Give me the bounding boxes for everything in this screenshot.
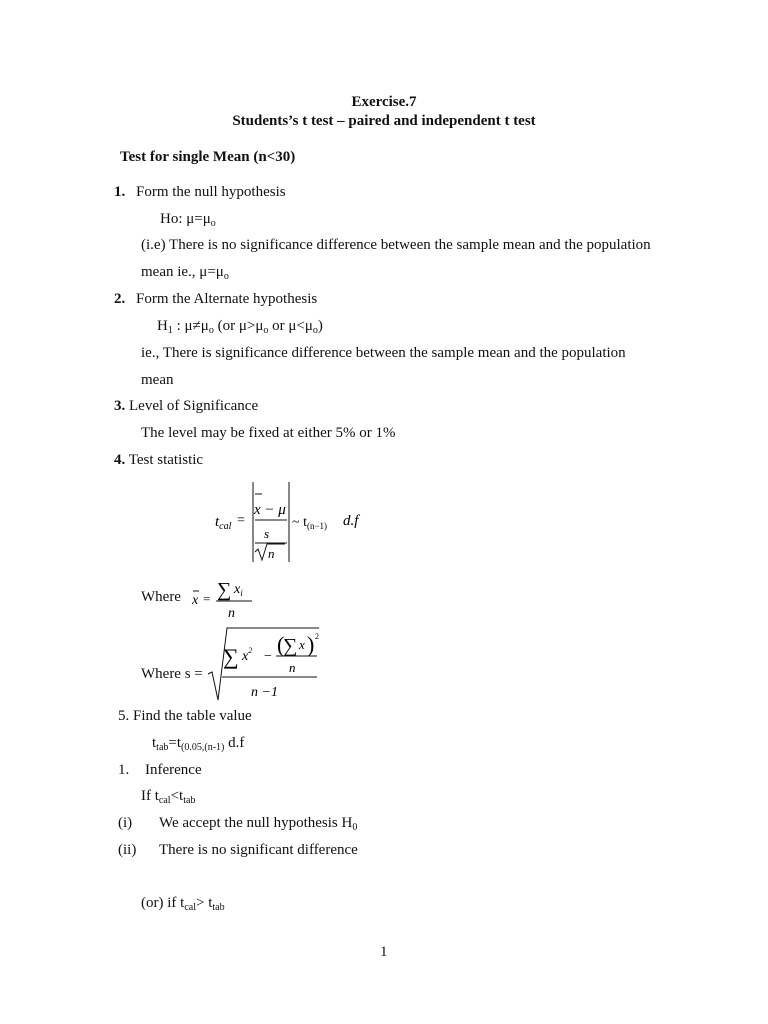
where-label-1: Where (141, 589, 181, 605)
svg-text:x2: $x^2$ (242, 646, 253, 664)
step2-heading (114, 291, 317, 308)
inference-title: Inference (145, 762, 202, 778)
inference-item-i (118, 815, 358, 833)
step3-heading (114, 398, 258, 415)
significance-level-text: The level may be fixed at either 5% or 1% (141, 425, 396, 441)
svg-text:x: x (192, 593, 199, 608)
step2-title: Form the Alternate hypothesis (136, 291, 318, 307)
svg-text:n −1: n −1 (251, 685, 278, 700)
svg-text:n: n (268, 546, 275, 561)
svg-text:=: = (203, 591, 211, 606)
null-hypothesis: Ho: $\mu=\mu_o$ (160, 211, 216, 229)
svg-text:(: ( (277, 632, 285, 657)
inference-number: 1. (118, 762, 130, 778)
step4-title: Test statistic (125, 452, 204, 468)
alternate-hypothesis-explanation-2: mean (141, 372, 174, 388)
step3-title: Level of Significance (125, 398, 259, 414)
step4-number: 4. (114, 452, 126, 468)
step2-number: 2. (114, 291, 126, 307)
null-hypothesis-explanation-2: mean ie., $\mu=\mu_o$ (141, 264, 229, 282)
alternate-hypothesis-explanation: ie., There is significance difference between the sample mean and the population (141, 345, 626, 361)
inference-item-ii-text: There is no significant difference (159, 842, 358, 858)
inference-condition: If $t_{cal}<t_{tab}$ (141, 788, 196, 806)
t-statistic-formula (205, 476, 375, 568)
inference-item-ii-label: (ii) (118, 842, 137, 858)
alternate-condition: (or) if $t_{cal}> t_{tab}$ (141, 895, 225, 913)
step4-heading (114, 452, 203, 469)
alternate-hypothesis: $H_1$ : $\mu\ne\mu_o$ (or $\mu>\mu_o$ or $\mu<\mu_o$) (157, 318, 323, 336)
step1-heading (114, 184, 286, 201)
svg-text:x: x (299, 637, 305, 652)
inference-heading (118, 762, 202, 779)
step5-heading: 5. Find the table value (118, 708, 252, 724)
svg-text:2: 2 (315, 632, 319, 641)
svg-text:∑: ∑ (217, 579, 232, 601)
exercise-subtitle: Students’s t test – paired and independent t test (232, 113, 536, 129)
svg-text:d.f: d.f (343, 513, 359, 529)
step1-number: 1. (114, 184, 126, 200)
svg-text:x − μ: x − μ (254, 502, 286, 518)
svg-text:s: s (264, 526, 270, 541)
table-value-formula: $t_{tab}=t_{(0.05,(n-1)}$ d.f (152, 735, 245, 753)
inference-item-i-text: We accept the null hypothesis $H_0$ (159, 815, 358, 833)
svg-text:−: − (264, 649, 272, 664)
svg-text:∑: ∑ (223, 644, 239, 669)
section-heading: Test for single Mean (n<30) (120, 149, 296, 165)
page-number: 1 (380, 944, 388, 960)
svg-text:tcal: $t_{cal}$ (215, 514, 232, 532)
svg-text:~ t(n−1): ~ $t_{(n-1)}$ (292, 515, 328, 531)
step3-number: 3. (114, 398, 126, 414)
mean-formula (186, 574, 286, 620)
svg-text:∑: ∑ (283, 635, 298, 657)
svg-text:): ) (307, 632, 315, 657)
svg-text:xi: $x_i$ (234, 582, 243, 598)
inference-item-ii (118, 842, 358, 859)
null-hypothesis-explanation: (i.e) There is no significance difference between the sample mean and the population (141, 237, 651, 253)
step1-title: Form the null hypothesis (136, 184, 286, 200)
exercise-title: Exercise.7 (351, 94, 417, 110)
svg-text:n: n (228, 606, 235, 620)
inference-item-i-label: (i) (118, 815, 133, 831)
svg-text:n: n (289, 660, 296, 675)
svg-text:=: = (237, 513, 245, 528)
where-label-2: Where s = (141, 666, 203, 682)
std-dev-formula (205, 622, 325, 704)
